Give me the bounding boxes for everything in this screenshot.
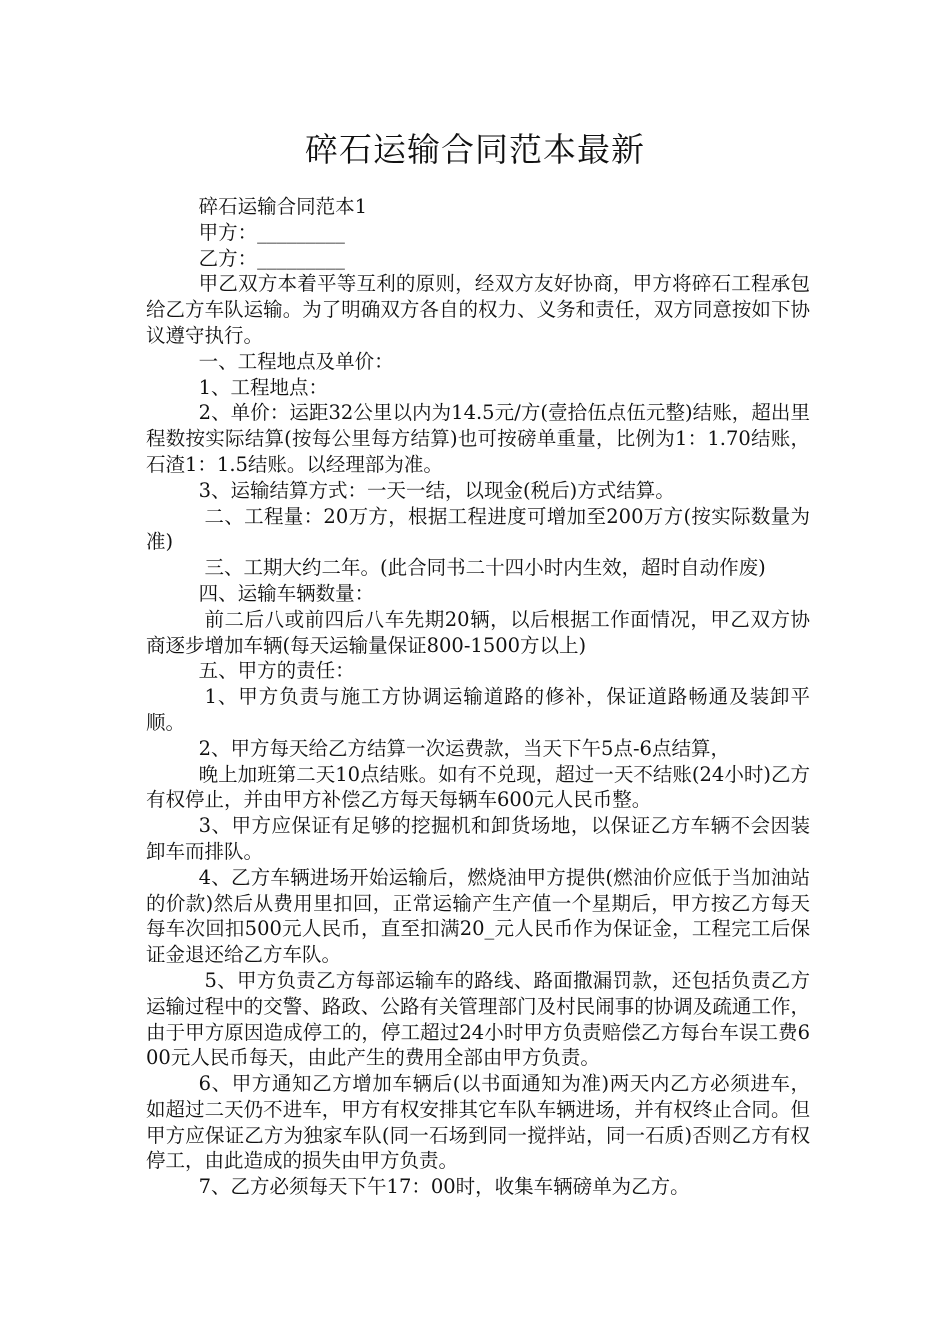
clause-5-4: 4、乙方车辆进场开始运输后，燃烧油甲方提供(燃油价应低于当加油站的价款)然后从费用里扣回，正常运输产生产值一个星期后，甲方按乙方每天每车次回扣500元人民币，直至扣满20_元人民币作为保证金，工程完工后保证金退还给乙方车队。 bbox=[146, 865, 810, 967]
clause-1-3: 3、运输结算方式：一天一结，以现金(税后)方式结算。 bbox=[198, 478, 675, 502]
document-body bbox=[146, 194, 810, 1200]
clause-4-body: 前二后八或前四后八车先期20辆，以后根据工作面情况，甲乙双方协商逐步增加车辆(每天运输量保证800-1500方以上) bbox=[146, 607, 810, 657]
clause-1-1: 1、工程地点： bbox=[198, 375, 329, 399]
clause-5-6: 6、甲方通知乙方增加车辆后(以书面通知为准)两天内乙方必须进车，如超过二天仍不进车，甲方有权安排其它车队车辆进场，并有权终止合同。但甲方应保证乙方为独家车队(同一石场到同一搅拌站，同一石质)否则乙方有权停工，由此造成的损失由甲方负责。 bbox=[146, 1072, 810, 1173]
contract-subtitle: 碎石运输合同范本1 bbox=[198, 195, 368, 218]
section-heading-1: 一、工程地点及单价： bbox=[198, 349, 394, 373]
clause-5-3: 3、甲方应保证有足够的挖掘机和卸货场地，以保证乙方车辆不会因装卸车而排队。 bbox=[146, 814, 810, 863]
party-a-line: 甲方：_________ bbox=[198, 220, 345, 244]
clause-5-7: 7、乙方必须每天下午17：00时，收集车辆磅单为乙方。 bbox=[198, 1175, 690, 1199]
section-heading-4: 四、运输车辆数量： bbox=[198, 581, 375, 605]
clause-5-2: 2、甲方每天给乙方结算一次运费款，当天下午5点-6点结算， bbox=[198, 736, 730, 760]
preamble-paragraph: 甲乙双方本着平等互利的原则，经双方友好协商，甲方将碎石工程承包给乙方车队运输。为了明确双方各自的权力、义务和责任，双方同意按如下协议遵守执行。 bbox=[146, 272, 810, 347]
party-b-line: 乙方：_________ bbox=[198, 246, 345, 270]
clause-5-5: 5、甲方负责乙方每部运输车的路线、路面撒漏罚款，还包括负责乙方运输过程中的交警、路政、公路有关管理部门及村民闹事的协调及疏通工作，由于甲方原因造成停工的，停工超过24小时甲方负责赔偿乙方每台车误工费600元人民币每天，由此产生的费用全部由甲方负责。 bbox=[146, 968, 810, 1070]
section-heading-2: 二、工程量：20万方，根据工程进度可增加至200万方(按实际数量为准) bbox=[146, 504, 810, 554]
clause-1-2: 2、单价：运距32公里以内为14.5元/方(壹拾伍点伍元整)结账，超出里程数按实际结算(按每公里每方结算)也可按磅单重量，比例为1：1.70结账，石渣1：1.5结账。以经理部为准。 bbox=[146, 401, 810, 476]
document-title: 碎石运输合同范本最新 bbox=[305, 130, 645, 169]
section-heading-5: 五、甲方的责任： bbox=[198, 659, 355, 683]
clause-5-2-continued: 晚上加班第二天10点结账。如有不兑现，超过一天不结账(24小时)乙方有权停止，并由甲方补偿乙方每天每辆车600元人民币整。 bbox=[146, 762, 810, 812]
section-heading-3: 三、工期大约二年。(此合同书二十四小时内生效，超时自动作废) bbox=[204, 556, 766, 580]
clause-5-1: 1、甲方负责与施工方协调运输道路的修补，保证道路畅通及装卸平顺。 bbox=[146, 685, 810, 734]
